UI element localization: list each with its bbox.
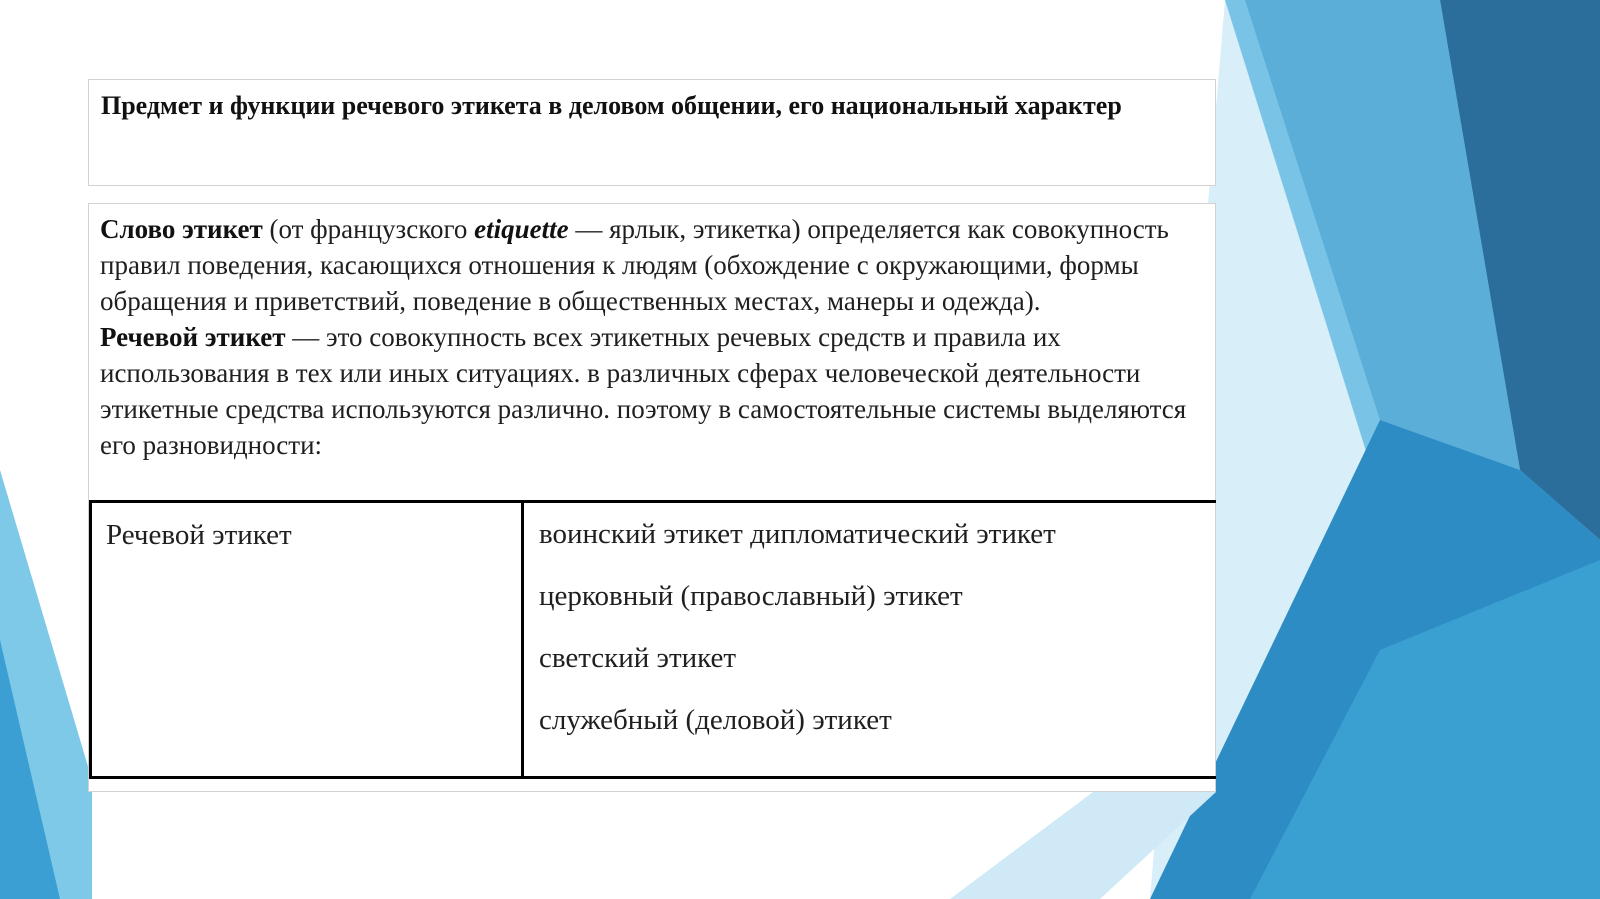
- definition-text: [100, 211, 1200, 463]
- variant-item: служебный (деловой) этикет: [539, 704, 892, 736]
- paragraph2-rest: — это совокупность всех этикетных речевых средств и правила их использования в тех или иных ситуациях. в различных сферах человеческой деятельности этикетные средства используются различно. поэтому в самостоятельные системы выделяются его разновидности:: [100, 322, 1187, 460]
- variant-item: церковный (православный) этикет: [539, 580, 963, 612]
- paragraph1-rest: — ярлык, этикетка) определяется как совокупность правил поведения, касающихся отношения к людям (обхождение с окружающими, формы обращения и приветствий, поведение в общественных местах, манеры и одежда).: [100, 214, 1169, 316]
- title-box: [88, 79, 1216, 186]
- variant-item: светский этикет: [539, 642, 737, 674]
- table-right-cell: [524, 503, 1216, 776]
- term-etiquette-french: etiquette: [474, 214, 569, 244]
- term-etiquette: Слово этикет: [100, 214, 263, 244]
- varieties-table: [89, 500, 1216, 779]
- table-left-cell: Речевой этикет: [92, 503, 524, 776]
- paragraph1-intro: (от французского: [262, 214, 475, 244]
- slide-title: Предмет и функции речевого этикета в деловом общении, его национальный характер: [101, 91, 1122, 120]
- term-speech-etiquette: Речевой этикет: [100, 322, 286, 352]
- content-box: [88, 203, 1216, 792]
- variant-item: воинский этикет дипломатический этикет: [539, 518, 1056, 550]
